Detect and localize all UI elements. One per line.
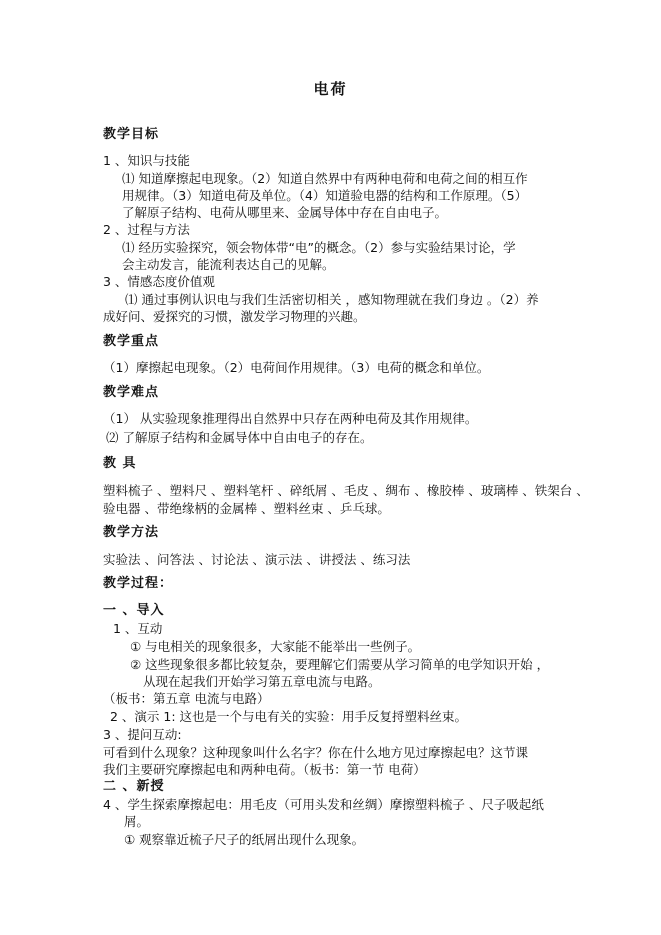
section-1-item-1-a: ① 与电相关的现象很多，大家能不能举出一些例子。 xyxy=(130,639,421,654)
section-2-item-4-line-2: 屑。 xyxy=(124,814,150,829)
difficulties-heading: 教学难点 xyxy=(103,385,160,400)
section-1-item-1-c: 从现在起我们开始学习第五章电流与电路。 xyxy=(143,674,381,689)
section-1-item-1: 1 、互动 xyxy=(113,621,163,636)
goal-1-heading: 1 、知识与技能 xyxy=(103,153,190,168)
goal-1-line-3: 了解原子结构、电荷从哪里来、金属导体中存在自由电子。 xyxy=(122,205,448,220)
goal-2-heading: 2 、过程与方法 xyxy=(103,222,190,237)
tools-line-1: 塑料梳子 、塑料尺 、塑料笔杆 、碎纸屑 、毛皮 、绸布 、橡胶棒 、玻璃棒 、铁架台 、 xyxy=(103,483,589,498)
tools-heading: 教 具 xyxy=(103,456,137,471)
goal-1-line-1: ⑴ 知道摩擦起电现象。（2）知道自然界中有两种电荷和电荷之间的相互作 xyxy=(122,171,528,186)
goal-2-line-2: 会主动发言，能流利表达自己的见解。 xyxy=(122,257,335,272)
section-2-item-4-step-1: ① 观察靠近梳子尺子的纸屑出现什么现象。 xyxy=(124,832,365,847)
goals-heading: 教学目标 xyxy=(103,127,160,142)
tools-line-2: 验电器 、带绝缘柄的金属棒 、塑料丝束 、乒乓球。 xyxy=(103,501,390,516)
section-1-item-1-b: ② 这些现象很多都比较复杂，要理解它们需要从学习简单的电学知识开始 ， xyxy=(130,657,550,672)
section-1-item-2: 2 、演示 1: 这也是一个与电有关的实验：用手反复捋塑料丝束。 xyxy=(110,709,468,724)
goal-3-line-1: ⑴ 通过事例认识电与我们生活密切相关 ，感知物理就在我们身边 。（2）养 xyxy=(125,292,539,307)
section-2-item-4-line-1: 4 、学生探索摩擦起电：用毛皮（可用头发和丝绸）摩擦塑料梳子 、尺子吸起纸 xyxy=(103,797,544,812)
methods-line: 实验法 、问答法 、讨论法 、演示法 、讲授法 、练习法 xyxy=(103,552,411,567)
goal-3-heading: 3 、情感态度价值观 xyxy=(103,274,215,289)
difficulties-line-1: （1） 从实验现象推理得出自然界中只存在两种电荷及其作用规律。 xyxy=(103,411,478,426)
process-heading: 教学过程： xyxy=(103,576,174,591)
goal-1-line-2: 用规律。（3）知道电荷及单位。（4）知道验电器的结构和工作原理。（5） xyxy=(122,188,528,203)
goal-3-line-2: 成好问、爱探究的习惯，激发学习物理的兴趣。 xyxy=(103,309,366,324)
methods-heading: 教学方法 xyxy=(103,525,160,540)
key-points-heading: 教学重点 xyxy=(103,334,160,349)
section-2-heading: 二 、新授 xyxy=(103,779,165,794)
section-1-item-3: 3 、提问互动: xyxy=(103,727,182,742)
goal-2-line-1: ⑴ 经历实验探究，领会物体带“电”的概念。（2）参与实验结果讨论，学 xyxy=(122,240,516,255)
page-title: 电荷 xyxy=(313,80,348,98)
section-1-item-3-line-1: 可看到什么现象？这种现象叫什么名字？你在什么地方见过摩擦起电？这节课 xyxy=(103,745,529,760)
section-1-board: （板书：第五章 电流与电路） xyxy=(103,691,270,706)
section-1-heading: 一 、导入 xyxy=(103,603,165,618)
key-points-line: （1）摩擦起电现象。（2）电荷间作用规律。（3）电荷的概念和单位。 xyxy=(103,360,490,375)
difficulties-line-2: ⑵ 了解原子结构和金属导体中自由电子的存在。 xyxy=(106,430,373,445)
section-1-item-3-line-2: 我们主要研究摩擦起电和两种电荷。（板书：第一节 电荷） xyxy=(103,762,426,777)
